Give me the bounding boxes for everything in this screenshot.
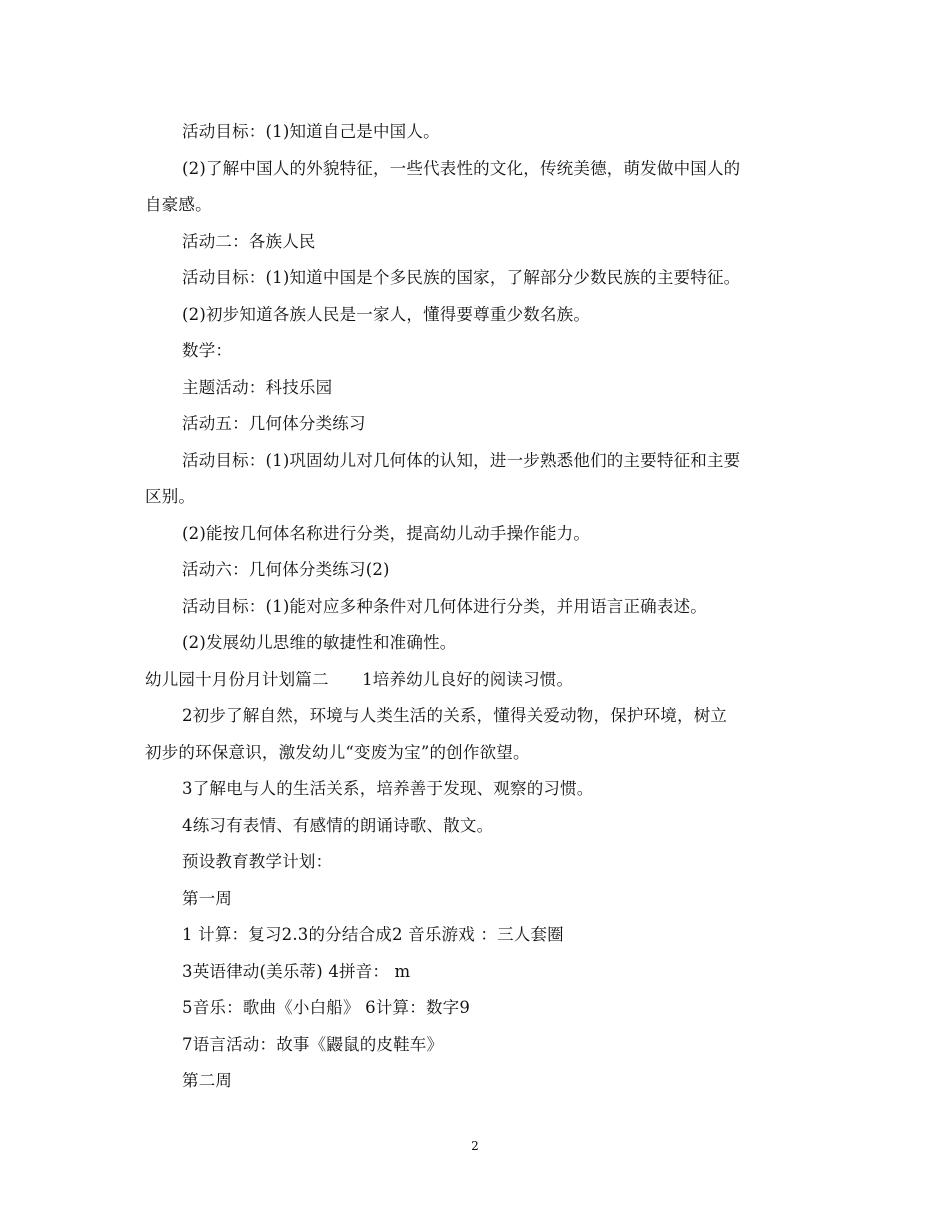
text-line: 活动六：几何体分类练习(2) <box>182 560 390 579</box>
text-line: 幼儿园十月份月计划篇二 1培养幼儿良好的阅读习惯。 <box>145 669 574 689</box>
document-body <box>145 114 810 1100</box>
text-line: 第二周 <box>182 1071 233 1090</box>
text-line: 活动目标：(1)巩固幼儿对几何体的认知，进一步熟悉他们的主要特征和主要 <box>182 450 741 470</box>
text-line: 4练习有表情、有感情的朗诵诗歌、散文。 <box>182 815 494 835</box>
text-line: 区别。 <box>145 487 196 506</box>
text-line: 活动目标：(1)知道中国是个多民族的国家，了解部分少数民族的主要特征。 <box>182 268 741 287</box>
text-line: (2)发展幼儿思维的敏捷性和准确性。 <box>182 633 457 652</box>
text-line: 3英语律动(美乐蒂) 4拼音： m <box>182 961 411 981</box>
text-line: 活动五：几何体分类练习 <box>182 414 366 433</box>
text-line: 5音乐：歌曲《小白船》 6计算：数字9 <box>182 998 471 1017</box>
page-number: 2 <box>471 1139 479 1153</box>
text-line: (2)能按几何体名称进行分类，提高幼儿动手操作能力。 <box>182 523 591 543</box>
text-line: 活动二：各族人民 <box>182 231 316 251</box>
text-line: (2)初步知道各族人民是一家人，懂得要尊重少数名族。 <box>182 304 591 324</box>
text-line: 数学： <box>182 341 233 360</box>
text-line: 2初步了解自然，环境与人类生活的关系，懂得关爱动物，保护环境，树立 <box>182 706 728 725</box>
text-line: 活动目标：(1)知道自己是中国人。 <box>182 122 440 141</box>
text-line: 1 计算：复习2.3的分结合成2 音乐游戏 ：三人套圈 <box>182 925 564 944</box>
text-line: 初步的环保意识，激发幼儿“变废为宝”的创作欲望。 <box>145 742 530 762</box>
text-line: 主题活动：科技乐园 <box>182 377 333 397</box>
text-line: 7语言活动：故事《鼹鼠的皮鞋车》 <box>182 1034 444 1054</box>
text-line: 第一周 <box>182 888 233 908</box>
text-line: 自豪感。 <box>145 195 212 214</box>
text-line: (2)了解中国人的外貌特征，一些代表性的文化，传统美德，萌发做中国人的 <box>182 158 741 178</box>
text-line: 3了解电与人的生活关系，培养善于发现、观察的习惯。 <box>182 779 594 798</box>
text-line: 预设教育教学计划： <box>182 852 333 871</box>
text-line: 活动目标：(1)能对应多种条件对几何体进行分类，并用语言正确表述。 <box>182 596 707 616</box>
